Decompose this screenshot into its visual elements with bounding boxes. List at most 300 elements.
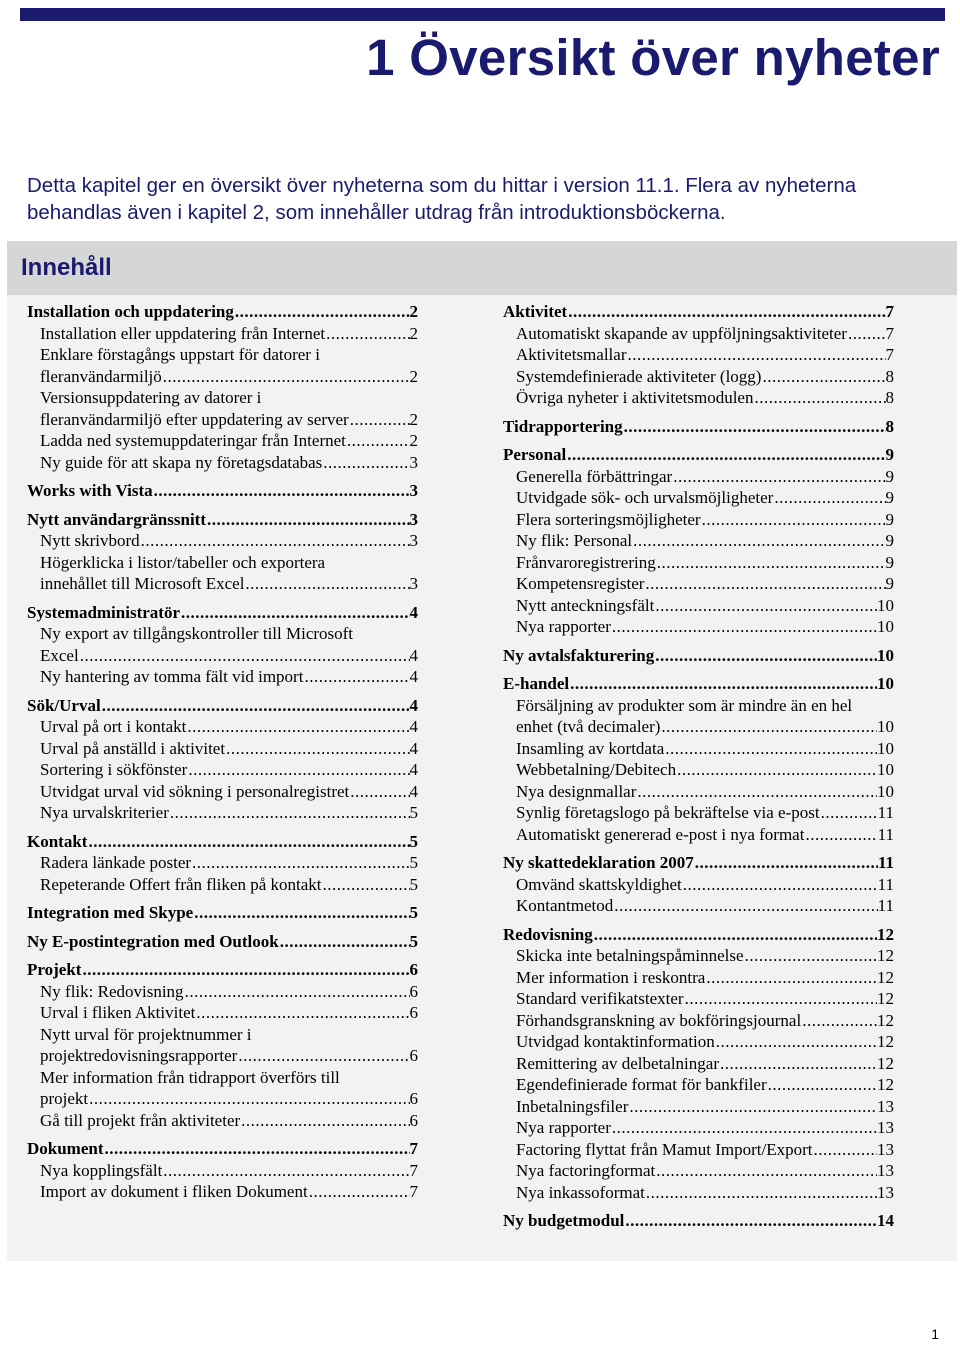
toc-page-number: 11 (877, 896, 894, 915)
toc-entry-title: Förhandsgranskning av bokföringsjournal (516, 1010, 802, 1030)
toc-subsection[interactable] (503, 759, 894, 781)
toc-entry-title: Mer information från tidrapport överförs till (40, 1067, 340, 1087)
toc-page-number: 4 (409, 602, 418, 622)
toc-dot-leader (702, 509, 886, 531)
toc-dot-leader (350, 781, 409, 803)
toc-dot-leader (594, 924, 877, 946)
toc-section[interactable] (503, 301, 894, 323)
toc-entry-continuation (27, 573, 418, 595)
toc-dot-leader (665, 738, 877, 760)
toc-subsection[interactable] (503, 1182, 894, 1204)
toc-page-number: 11 (877, 803, 894, 822)
toc-page-number: 12 (877, 1075, 894, 1094)
toc-subsection[interactable] (27, 1024, 418, 1067)
toc-entry-title: Omvänd skattskyldighet (516, 874, 682, 894)
toc-dot-leader (280, 931, 410, 953)
toc-dot-leader (350, 409, 410, 431)
toc-dot-leader (188, 759, 409, 781)
toc-entry-title: Flera sorteringsmöjligheter (516, 509, 701, 529)
toc-page-number: 5 (409, 931, 418, 951)
toc-dot-leader (657, 552, 886, 574)
toc-page-number: 6 (409, 1046, 418, 1065)
toc-entry-title: Kontantmetod (516, 896, 614, 915)
toc-dot-leader (304, 666, 409, 688)
toc-subsection[interactable] (27, 738, 418, 760)
toc-subsection[interactable] (27, 874, 418, 896)
toc-entry-title: Webbetalning/Debitech (516, 760, 677, 779)
toc-page-number: 2 (409, 302, 418, 321)
toc-section[interactable] (503, 673, 894, 695)
toc-page-number: 2 (409, 431, 418, 450)
toc-entry-title: Utvidgade sök- och urvalsmöjligheter (516, 488, 774, 507)
toc-entry-title: Works with Vista (27, 481, 153, 500)
toc-entry-title: Radera länkade poster (40, 853, 192, 872)
toc-page-number: 3 (409, 481, 418, 500)
toc-page-number: 4 (409, 760, 418, 779)
toc-page-number: 4 (409, 738, 418, 758)
toc-subsection[interactable] (503, 1160, 894, 1182)
toc-entry-title: Installation eller uppdatering från Internet (40, 323, 326, 343)
toc-entry-title: Utvidgat urval vid sökning i personalregistret (40, 781, 350, 801)
toc-entry-title: Nya kopplingsfält (40, 1160, 163, 1180)
toc-page-number: 10 (877, 595, 894, 615)
toc-dot-leader (241, 1110, 409, 1132)
toc-dot-leader (677, 759, 877, 781)
toc-subsection[interactable] (503, 1074, 894, 1096)
toc-subsection[interactable] (27, 323, 418, 345)
toc-dot-leader (141, 530, 410, 552)
toc-entry-title: innehållet till Microsoft Excel (40, 574, 245, 593)
toc-page-number: 10 (877, 717, 894, 736)
toc-entry-title: Ny flik: Redovisning (40, 981, 184, 1001)
toc-page-number: 11 (877, 853, 894, 872)
toc-entry-title: Frånvaroregistrering (516, 552, 656, 572)
toc-dot-leader (821, 802, 878, 824)
toc-page-number: 7 (885, 323, 894, 343)
toc-subsection[interactable] (27, 530, 418, 552)
toc-subsection[interactable] (27, 1067, 418, 1110)
toc-page-number: 7 (409, 1160, 418, 1180)
toc-page-number: 9 (885, 509, 894, 529)
toc-column-left (27, 301, 418, 1203)
toc-section[interactable] (27, 480, 418, 502)
toc-dot-leader (347, 430, 410, 452)
toc-dot-leader (774, 487, 885, 509)
toc-dot-leader (163, 366, 410, 388)
toc-entry-title: Enklare förstagångs uppstart för datorer i (40, 345, 320, 364)
toc-entry-title: Redovisning (503, 924, 593, 944)
toc-entry-continuation (27, 645, 418, 667)
toc-entry-title: Standard verifikatstexter (516, 989, 684, 1008)
toc-page-number: 2 (409, 409, 418, 429)
toc-subsection[interactable] (27, 1002, 418, 1024)
intro-paragraph: Detta kapitel ger en översikt över nyheterna som du hittar i version 11.1. Flera av nyheterna behandlas även i kapitel 2, som innehåller utdrag från introduktionsböckerna. (27, 174, 857, 224)
toc-dot-leader (567, 444, 885, 466)
toc-section[interactable] (27, 959, 418, 981)
toc-entry-title: Excel (40, 645, 79, 665)
toc-subsection[interactable] (27, 716, 418, 738)
toc-entry-title: Repeterande Offert från fliken på kontakt (40, 874, 322, 894)
toc-subsection[interactable] (503, 573, 894, 595)
toc-dot-leader (568, 301, 885, 323)
toc-dot-leader (207, 509, 410, 531)
toc-page-number: 3 (409, 452, 418, 472)
toc-entry-title: Nya factoringformat (516, 1161, 656, 1180)
table-of-contents (7, 241, 957, 1261)
toc-entry-title: Sortering i sökfönster (40, 760, 188, 779)
toc-page-number: 3 (409, 531, 418, 550)
toc-entry-title: Mer information i reskontra (516, 967, 706, 987)
toc-entry-title: E-handel (503, 674, 570, 693)
toc-subsection[interactable] (503, 1053, 894, 1075)
toc-entry-title: Sök/Urval (27, 695, 101, 715)
toc-dot-leader (187, 716, 409, 738)
toc-page-number: 4 (409, 695, 418, 715)
toc-subsection[interactable] (503, 1031, 894, 1053)
toc-entry-title: Ladda ned systemuppdateringar från Internet (40, 431, 346, 450)
toc-subsection[interactable] (503, 1096, 894, 1118)
toc-page-number: 13 (877, 1161, 894, 1180)
toc-subsection[interactable] (27, 781, 418, 803)
toc-entry-title: Dokument (27, 1139, 104, 1158)
toc-entry-title: Ny hantering av tomma fält vid import (40, 667, 304, 686)
toc-subsection[interactable] (503, 487, 894, 509)
toc-subsection[interactable] (503, 616, 894, 638)
toc-entry-title: fleranvändarmiljö efter uppdatering av server (40, 409, 349, 429)
toc-entry-title: Nya rapporter (516, 1118, 611, 1137)
toc-column-right (503, 301, 894, 1232)
toc-entry-title: Nytt användargränssnitt (27, 509, 206, 529)
toc-entry-title: Försäljning av produkter som är mindre än en hel (516, 695, 853, 715)
toc-dot-leader (661, 716, 877, 738)
toc-page-number: 5 (409, 874, 418, 894)
toc-dot-leader (685, 988, 877, 1010)
toc-page-number: 4 (409, 781, 418, 801)
toc-entry-title: Synlig företagslogo på bekräftelse via e-post (516, 803, 820, 822)
toc-entry-title: Inbetalningsfiler (516, 1096, 629, 1116)
toc-entry-title: Ny E-postintegration med Outlook (27, 931, 279, 951)
chapter-title: 1 Översikt över nyheter (366, 29, 940, 86)
toc-subsection[interactable] (503, 530, 894, 552)
toc-subsection[interactable] (503, 1010, 894, 1032)
toc-subsection[interactable] (503, 552, 894, 574)
toc-section[interactable] (27, 902, 418, 924)
toc-subsection[interactable] (27, 387, 418, 430)
toc-page-number: 4 (409, 645, 418, 665)
toc-subsection[interactable] (503, 781, 894, 803)
toc-section[interactable] (503, 444, 894, 466)
toc-page-number: 9 (885, 445, 894, 464)
toc-entry-title: Projekt (27, 960, 82, 979)
toc-section[interactable] (503, 645, 894, 667)
toc-dot-leader (326, 323, 409, 345)
toc-entry-title: Urval på anställd i aktivitet (40, 738, 226, 758)
toc-page-number: 10 (877, 781, 894, 801)
toc-page-number: 7 (409, 1139, 418, 1158)
toc-entry-title: Automatiskt genererad e-post i nya format (516, 824, 805, 844)
toc-subsection[interactable] (503, 824, 894, 846)
toc-dot-leader (805, 824, 877, 846)
toc-page-number: 12 (877, 967, 894, 987)
toc-page-number: 9 (885, 552, 894, 572)
toc-page-number: 9 (885, 531, 894, 550)
toc-subsection[interactable] (27, 802, 418, 824)
toc-page-number: 12 (877, 1010, 894, 1030)
toc-entry-title: Egendefinierade format för bankfiler (516, 1075, 767, 1094)
toc-page-number: 12 (877, 924, 894, 944)
toc-subsection[interactable] (503, 387, 894, 409)
toc-entry-title: Urval på ort i kontakt (40, 717, 187, 736)
toc-page-number: 6 (409, 1089, 418, 1108)
toc-section[interactable] (27, 695, 418, 717)
toc-page-number: 4 (409, 667, 418, 686)
toc-section[interactable] (503, 416, 894, 438)
toc-heading: Innehåll (7, 241, 957, 295)
toc-page-number: 10 (877, 645, 894, 665)
toc-subsection[interactable] (503, 738, 894, 760)
toc-subsection[interactable] (503, 967, 894, 989)
toc-entry-title: Integration med Skype (27, 903, 194, 922)
toc-page-number: 14 (877, 1211, 894, 1230)
toc-dot-leader (673, 466, 885, 488)
toc-dot-leader (745, 945, 877, 967)
toc-page-number: 9 (885, 574, 894, 593)
toc-entry-continuation (27, 1045, 418, 1067)
toc-subsection[interactable] (503, 945, 894, 967)
toc-entry-title: Factoring flyttat från Mamut Import/Export (516, 1139, 813, 1159)
toc-entry-title: Insamling av kortdata (516, 738, 665, 758)
toc-dot-leader (637, 781, 877, 803)
toc-dot-leader (627, 344, 885, 366)
toc-page-number: 12 (877, 1053, 894, 1073)
toc-subsection[interactable] (27, 1110, 418, 1132)
toc-entry-title: Ny skattedeklaration 2007 (503, 853, 694, 872)
toc-entry-continuation (503, 716, 894, 738)
toc-dot-leader (633, 530, 885, 552)
toc-entry-title: Installation och uppdatering (27, 302, 234, 321)
toc-entry-title: Ny guide för att skapa ny företagsdatabas (40, 452, 323, 472)
toc-dot-leader (848, 323, 886, 345)
top-rule (20, 8, 945, 21)
toc-entry-title: Tidrapportering (503, 416, 623, 436)
toc-dot-leader (655, 645, 877, 667)
toc-page-number: 12 (877, 989, 894, 1008)
toc-page-number: 7 (885, 345, 894, 364)
toc-dot-leader (163, 1160, 409, 1182)
toc-dot-leader (614, 895, 877, 917)
toc-dot-leader (88, 831, 409, 853)
toc-dot-leader (754, 387, 885, 409)
toc-entry-title: Ny export av tillgångskontroller till Microsoft (40, 624, 354, 643)
toc-page-number: 7 (885, 302, 894, 321)
toc-page-number: 10 (877, 674, 894, 693)
toc-subsection[interactable] (27, 852, 418, 874)
toc-subsection[interactable] (503, 695, 894, 738)
toc-dot-leader (105, 1138, 410, 1160)
toc-section[interactable] (27, 602, 418, 624)
toc-dot-leader (570, 673, 877, 695)
toc-dot-leader (185, 981, 410, 1003)
toc-page-number: 12 (877, 1032, 894, 1051)
toc-dot-leader (683, 874, 878, 896)
toc-section[interactable] (27, 301, 418, 323)
toc-page-number: 13 (877, 1139, 894, 1159)
toc-subsection[interactable] (27, 981, 418, 1003)
toc-subsection[interactable] (503, 344, 894, 366)
toc-page-number: 13 (877, 1118, 894, 1137)
toc-subsection[interactable] (27, 430, 418, 452)
toc-subsection[interactable] (503, 895, 894, 917)
toc-entry-title: Aktivitetsmallar (516, 345, 627, 364)
toc-dot-leader (192, 852, 409, 874)
toc-dot-leader (170, 802, 410, 824)
toc-subsection[interactable] (27, 1160, 418, 1182)
toc-dot-leader (245, 573, 409, 595)
toc-entry-title: Ny avtalsfakturering (503, 645, 655, 665)
toc-page-number: 11 (877, 874, 894, 894)
toc-entry-title: Ny flik: Personal (516, 531, 633, 550)
toc-entry-title: Kompetensregister (516, 574, 645, 593)
toc-dot-leader (194, 902, 409, 924)
toc-page-number: 6 (409, 1003, 418, 1022)
toc-subsection[interactable] (503, 509, 894, 531)
toc-dot-leader (624, 416, 886, 438)
toc-section[interactable] (27, 1138, 418, 1160)
toc-entry-title: Automatiskt skapande av uppföljningsaktiviteter (516, 323, 847, 343)
toc-entry-title: Nytt urval för projektnummer i (40, 1024, 252, 1044)
toc-entry-title: Högerklicka i listor/tabeller och exportera (40, 552, 326, 572)
toc-page-number: 4 (409, 717, 418, 736)
toc-subsection[interactable] (503, 595, 894, 617)
toc-dot-leader (629, 1096, 877, 1118)
toc-entry-title: Import av dokument i fliken Dokument (40, 1182, 308, 1201)
toc-entry-title: Nya designmallar (516, 781, 637, 801)
toc-entry-title: Generella förbättringar (516, 466, 673, 486)
toc-entry-title: Nytt anteckningsfält (516, 595, 655, 615)
toc-entry-title: Personal (503, 445, 567, 464)
toc-subsection[interactable] (503, 874, 894, 896)
toc-dot-leader (656, 1160, 877, 1182)
toc-dot-leader (323, 452, 409, 474)
toc-page-number: 2 (409, 366, 418, 386)
toc-dot-leader (238, 1045, 409, 1067)
toc-entry-title: enhet (två decimaler) (516, 717, 661, 736)
toc-entry-title: Nya urvalskriterier (40, 803, 169, 822)
toc-entry-title: Nytt skrivbord (40, 531, 140, 550)
toc-entry-title: Utvidgad kontaktinformation (516, 1032, 715, 1051)
toc-entry-title: Kontakt (27, 831, 88, 851)
toc-section[interactable] (27, 931, 418, 953)
toc-subsection[interactable] (27, 344, 418, 387)
toc-dot-leader (235, 301, 410, 323)
toc-page-number: 12 (877, 946, 894, 965)
toc-dot-leader (814, 1139, 878, 1161)
toc-page-number: 3 (409, 509, 418, 529)
toc-dot-leader (196, 1002, 409, 1024)
toc-entry-title: fleranvändarmiljö (40, 366, 162, 386)
toc-entry-title: Nya rapporter (516, 617, 611, 636)
toc-section[interactable] (27, 831, 418, 853)
toc-section[interactable] (27, 509, 418, 531)
toc-page-number: 2 (409, 323, 418, 343)
toc-entry-title: projekt (40, 1089, 89, 1108)
toc-page-number: 10 (877, 738, 894, 758)
toc-subsection[interactable] (503, 466, 894, 488)
toc-entry-title: Urval i fliken Aktivitet (40, 1003, 196, 1022)
toc-section[interactable] (503, 1210, 894, 1232)
toc-dot-leader (655, 595, 877, 617)
toc-dot-leader (612, 616, 877, 638)
toc-page-number: 5 (409, 853, 418, 872)
toc-dot-leader (612, 1117, 877, 1139)
toc-entry-continuation (27, 409, 418, 431)
toc-entry-title: Nya inkassoformat (516, 1182, 645, 1202)
toc-dot-leader (720, 1053, 877, 1075)
toc-entry-title: Remittering av delbetalningar (516, 1053, 719, 1073)
toc-dot-leader (322, 874, 409, 896)
toc-subsection[interactable] (27, 452, 418, 474)
toc-page-number: 9 (885, 466, 894, 486)
toc-subsection[interactable] (27, 1181, 418, 1203)
toc-page-number: 9 (885, 488, 894, 507)
toc-dot-leader (309, 1181, 410, 1203)
toc-dot-leader (181, 602, 410, 624)
toc-page-number: 8 (885, 366, 894, 386)
toc-page-number: 5 (409, 903, 418, 922)
toc-page-number: 10 (877, 760, 894, 779)
page-number: 1 (931, 1326, 939, 1342)
toc-page-number: 8 (885, 416, 894, 436)
toc-entry-continuation (27, 1088, 418, 1110)
toc-dot-leader (625, 1210, 877, 1232)
toc-section[interactable] (503, 852, 894, 874)
toc-dot-leader (762, 366, 885, 388)
toc-page-number: 10 (877, 617, 894, 636)
toc-subsection[interactable] (27, 552, 418, 595)
toc-subsection[interactable] (503, 988, 894, 1010)
toc-entry-title: Systemadministratör (27, 602, 180, 622)
toc-subsection[interactable] (503, 323, 894, 345)
toc-page-number: 6 (409, 960, 418, 979)
toc-subsection[interactable] (27, 759, 418, 781)
toc-dot-leader (80, 645, 410, 667)
toc-subsection[interactable] (503, 1139, 894, 1161)
toc-page-number: 13 (877, 1182, 894, 1202)
toc-page-number: 5 (409, 831, 418, 851)
toc-entry-title: Gå till projekt från aktiviteter (40, 1110, 241, 1130)
toc-dot-leader (102, 695, 410, 717)
toc-dot-leader (695, 852, 878, 874)
toc-dot-leader (89, 1088, 409, 1110)
toc-dot-leader (82, 959, 409, 981)
toc-subsection[interactable] (503, 1117, 894, 1139)
toc-dot-leader (646, 1182, 877, 1204)
toc-subsection[interactable] (27, 623, 418, 666)
toc-page-number: 5 (409, 803, 418, 822)
toc-section[interactable] (503, 924, 894, 946)
toc-entry-title: projektredovisningsrapporter (40, 1046, 238, 1065)
toc-dot-leader (716, 1031, 877, 1053)
toc-entry-title: Systemdefinierade aktiviteter (logg) (516, 366, 762, 386)
toc-subsection[interactable] (503, 366, 894, 388)
toc-page-number: 7 (409, 1182, 418, 1201)
toc-subsection[interactable] (27, 666, 418, 688)
toc-entry-title: Skicka inte betalningspåminnelse (516, 946, 744, 965)
toc-subsection[interactable] (503, 802, 894, 824)
toc-page-number: 6 (409, 981, 418, 1001)
toc-dot-leader (802, 1010, 877, 1032)
toc-page-number: 6 (409, 1110, 418, 1130)
